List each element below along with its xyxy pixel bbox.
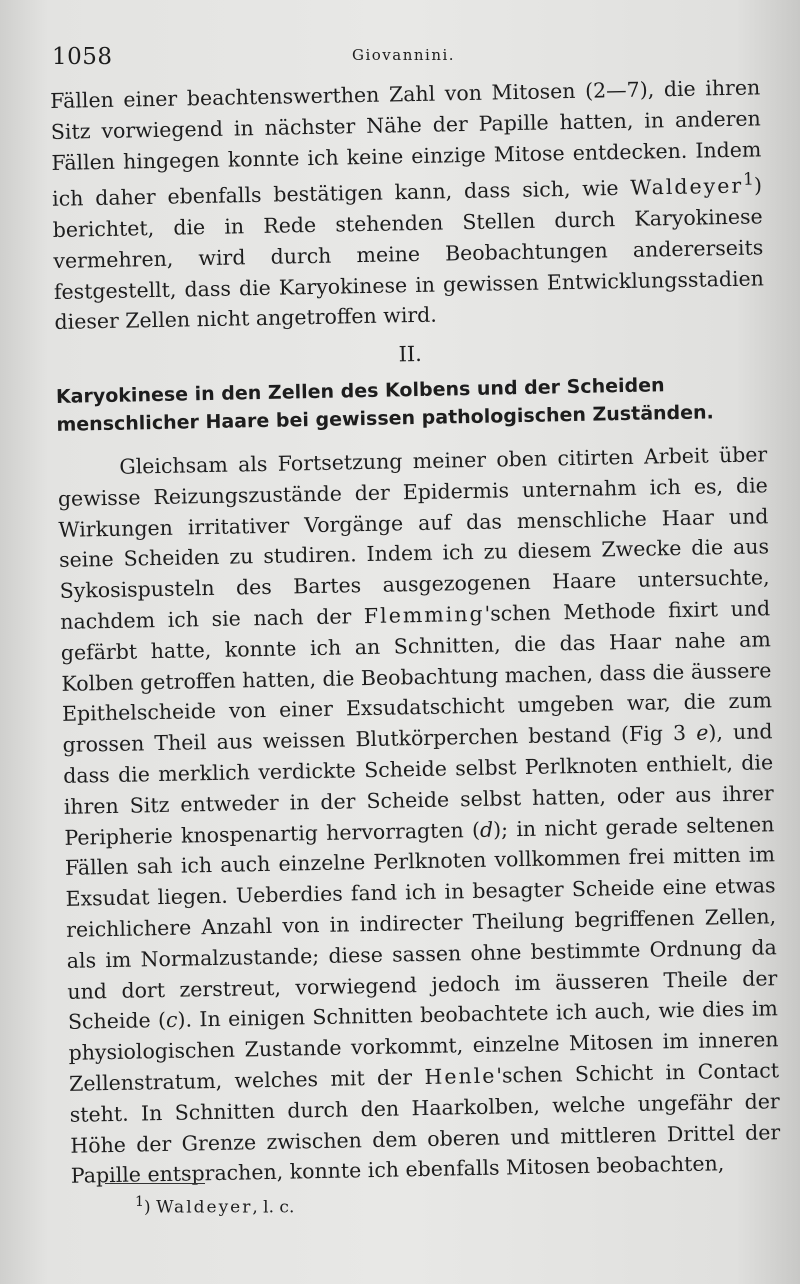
footnote: $^1$) Waldeyer, l. c. (135, 1194, 295, 1218)
figure-ref-e: e (695, 720, 709, 745)
author-name-flemming: Flemming (363, 601, 485, 629)
paragraph-2-text-c: ), und dass die merklich verdickte Scheide selbst Perlknoten enthielt, die ihren Sitz entweder in der Scheide selbst hatten, oder aus ihrer Peripherie knospenartig hervorragten ( (63, 719, 774, 850)
footnote-text: , l. c. (252, 1197, 295, 1218)
page-number: 1058 (52, 44, 113, 70)
author-name-waldeyer: Waldeyer (630, 173, 744, 201)
running-title: Giovannini. (352, 46, 456, 64)
figure-ref-d: d (479, 817, 494, 842)
footnote-divider (105, 1183, 205, 1184)
section-number: II. (398, 342, 423, 367)
body-text (50, 72, 781, 1192)
footnote-reference: 1 (742, 169, 755, 191)
section-heading: Karyokinese in den Zellen des Kolbens und der Scheiden menschlicher Haare bei gewissen pathologischen Zuständen. (55, 374, 714, 436)
author-name-henle: Henle (424, 1063, 497, 1089)
paragraph-main (57, 439, 781, 1192)
running-head (52, 40, 760, 70)
paragraph-1-text-a: Fällen einer beachtenswerthen Zahl von Mitosen (2—7), die ihren Sitz vorwiegend in nächster Nähe der Papille hatten, in anderen Fällen hingegen konnte ich keine einzige Mitose entdecken. Indem ich daher ebenfalls bestätigen kann, dass sich, wie (50, 75, 762, 212)
footnote-marker: 1 (135, 1194, 145, 1210)
paragraph-1-text-b: ) berichtet, die in Rede stehenden Stellen durch Karyokinese vermehren, wird durch meine Beobachtungen andererseits festgestellt, dass die Karyokinese in gewissen Entwicklungsstadien dieser Zellen nicht angetroffen wird. (52, 173, 765, 335)
paragraph-2-text-a: Gleichsam als Fortsetzung meiner oben citirten Arbeit über gewisse Reizungszustände der Epidermis unternahm ich es, die Wirkungen irritativer Vorgänge auf das menschliche Haar und seine Scheiden zu studiren. Indem ich zu diesem Zwecke die aus Sykosispusteln des Bartes ausgezogenen Haare untersuchte, nachdem ich sie nach der (57, 442, 770, 634)
figure-ref-c: c (165, 1008, 178, 1033)
paragraph-2-text-d: ); in nicht gerade seltenen Fällen sah ich auch einzelne Perlknoten vollkommen frei mitten im Exsudat liegen. Ueberdies fand ich in besagter Scheide eine etwas reichlichere Anzahl von in indirecter Theilung begriffenen Zellen, als im Normalzustande; diese sassen ohne bestimmte Ordnung da und dort zerstreut, vorwiegend jedoch im äusseren Theile der Scheide ( (64, 811, 778, 1035)
paragraph-2-text-e: ). In einigen Schnitten beobachtete ich auch, wie dies im physiologischen Zustande vorkommt, einzelne Mitosen im inneren Zellenstratum, welches mit der (68, 996, 779, 1096)
paragraph-continued (50, 72, 765, 338)
paragraph-2-text-f: 'schen Schicht in Contact steht. In Schnitten durch den Haarkolben, welche ungefähr der Höhe der Grenze zwischen dem oberen und mittleren Drittel der Papille entsprachen, konnte ich ebenfalls Mitosen beobachten, (69, 1058, 781, 1189)
paragraph-2-text-b: 'schen Methode fixirt und gefärbt hatte, konnte ich an Schnitten, die das Haar nahe am Kolben getroffen hatten, die Beobachtung machen, dass die äussere Epithelscheide von einer Exsudatschicht umgeben war, die zum grossen Theil aus weissen Blutkörperchen bestand (Fig 3 (60, 596, 773, 758)
footnote-author-name: Waldeyer (156, 1197, 253, 1218)
